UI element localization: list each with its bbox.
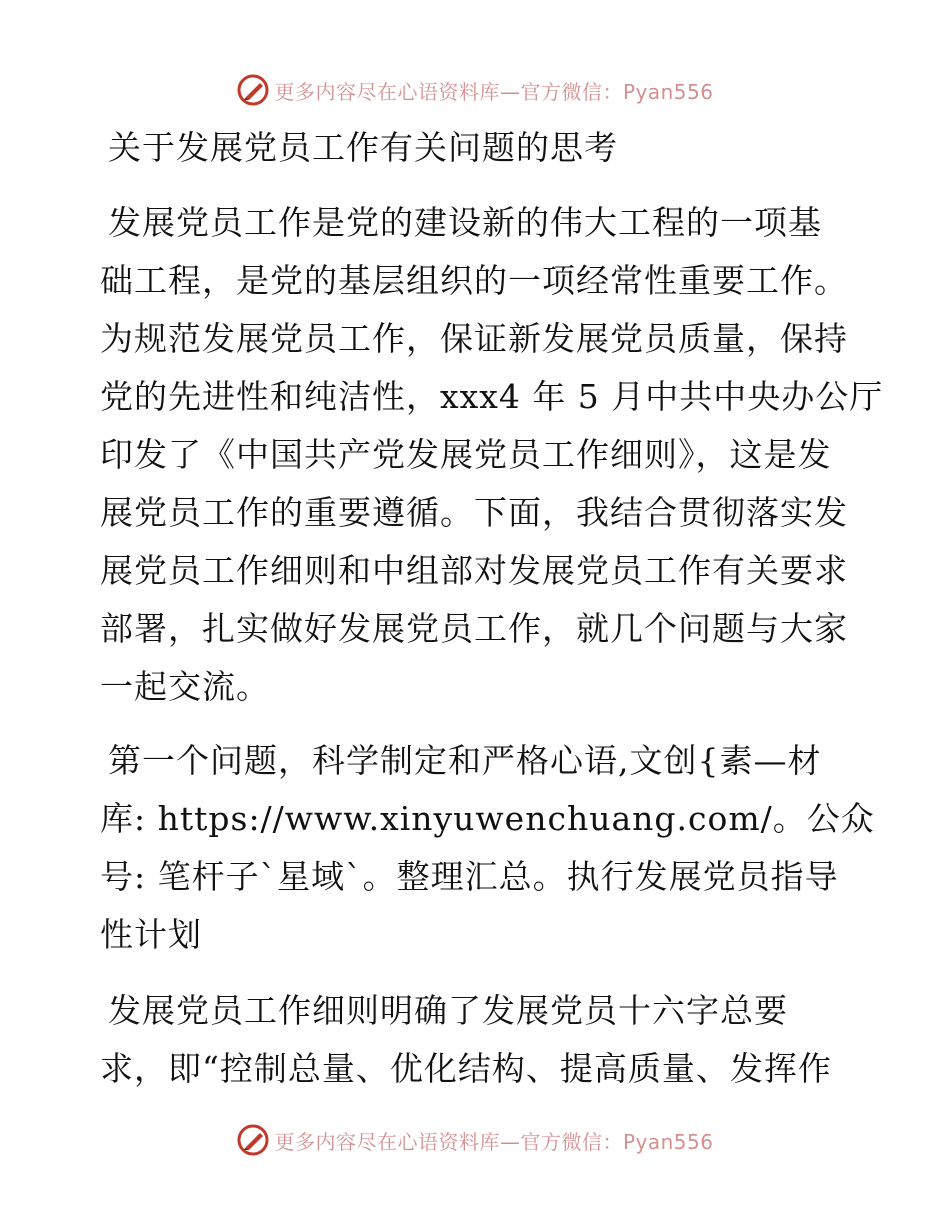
paragraph-line: 展党员工作细则和中组部对发展党员工作有关要求 (100, 551, 848, 590)
footer-banner (0, 1120, 950, 1160)
paragraph-line: 求，即“控制总量、优化结构、提高质量、发挥作 (100, 1049, 832, 1088)
paragraph-line: 第一个问题，科学制定和严格心语,文创{素—材 (108, 741, 822, 780)
paragraph-2 (100, 732, 875, 964)
paragraph-line: 号: 笔杆子`星域`。整理汇总。执行发展党员指导 (100, 857, 839, 896)
pen-logo-icon (236, 1123, 270, 1157)
document-title: 关于发展党员工作有关问题的思考 (108, 128, 618, 167)
pen-logo-icon (236, 73, 270, 107)
header-banner (0, 70, 950, 110)
paragraph-line: 为规范发展党员工作，保证新发展党员质量，保持 (100, 319, 848, 358)
paragraph-line: 党的先进性和纯洁性，xxx4 年 5 月中共中央办公厅 (100, 377, 884, 416)
paragraph-line: 库: https://www.xinyuwenchuang.com/。公众 (100, 799, 875, 838)
paragraph-3 (100, 982, 860, 1098)
paragraph-line: 一起交流。 (100, 667, 270, 706)
paragraph-line: 印发了《中国共产党发展党员工作细则》，这是发 (100, 435, 832, 474)
paragraph-line: 部署，扎实做好发展党员工作，就几个问题与大家 (100, 609, 848, 648)
paragraph-line: 发展党员工作细则明确了发展党员十六字总要 (108, 991, 788, 1030)
paragraph-line: 性计划 (100, 915, 202, 954)
footer-banner-text: 更多内容尽在心语资料库—官方微信：Pyan556 (274, 1129, 714, 1154)
paragraph-1 (100, 194, 884, 716)
document-body (100, 120, 884, 1098)
paragraph-line: 展党员工作的重要遵循。下面，我结合贯彻落实发 (100, 493, 848, 532)
header-banner-text: 更多内容尽在心语资料库—官方微信：Pyan556 (274, 79, 714, 104)
paragraph-line: 发展党员工作是党的建设新的伟大工程的一项基 (108, 203, 822, 242)
paragraph-line: 础工程，是党的基层组织的一项经常性重要工作。 (100, 261, 848, 300)
